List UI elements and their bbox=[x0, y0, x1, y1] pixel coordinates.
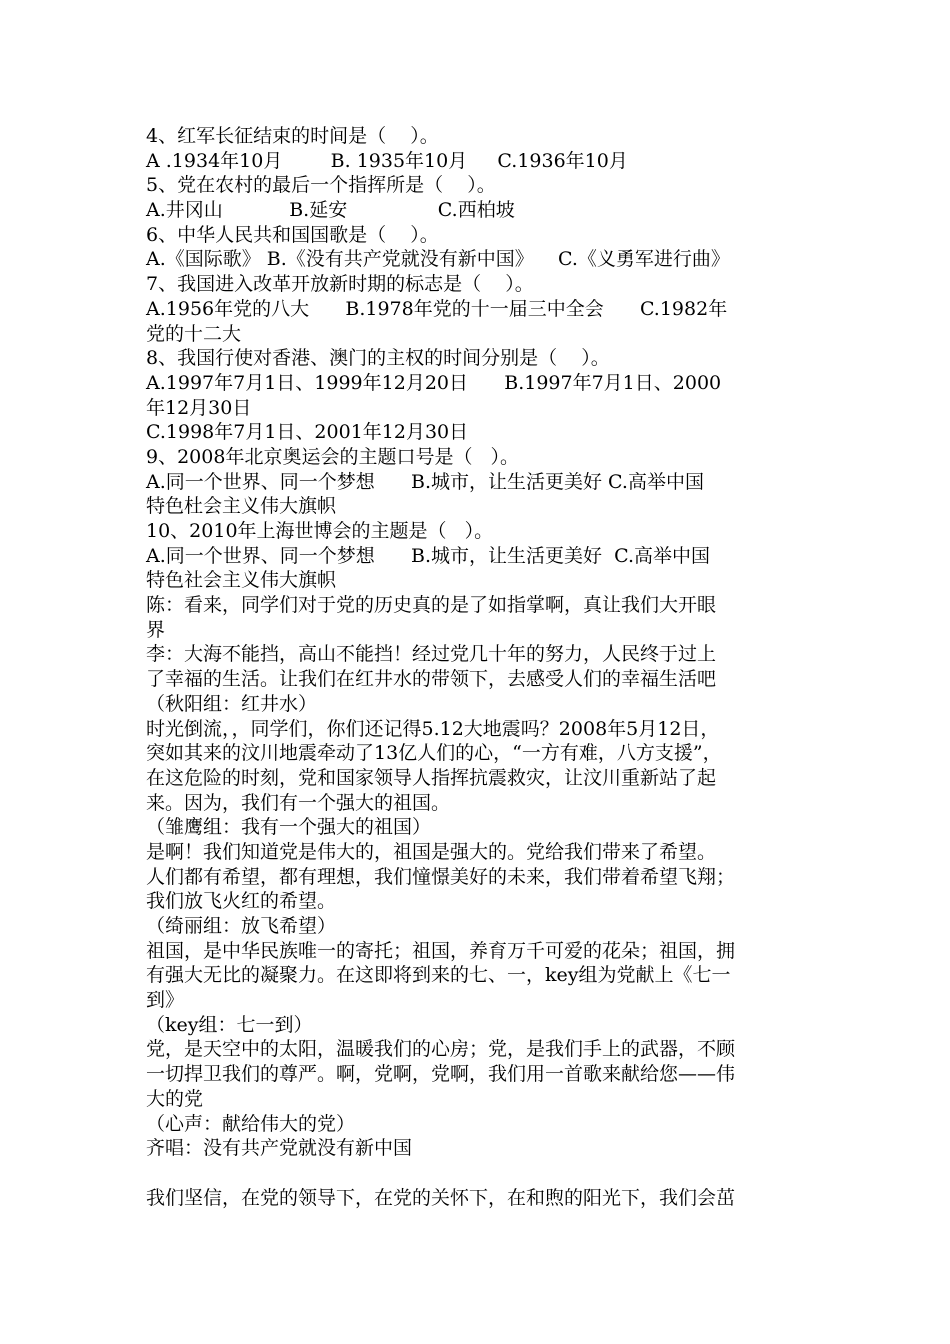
text-line: （绮丽组：放飞希望） bbox=[146, 915, 337, 937]
document-body bbox=[146, 124, 826, 1210]
text-line: 10、2010年上海世博会的主题是（ ）。 bbox=[146, 520, 494, 542]
text-line: C.1998年7月1日、2001年12月30日 bbox=[146, 421, 469, 444]
text-line: 7、我国进入改革开放新时期的标志是（ ）。 bbox=[146, 273, 534, 296]
text-line: 4、红军长征结束的时间是（ ）。 bbox=[146, 125, 439, 147]
text-line: 齐唱：没有共产党就没有新中国 bbox=[146, 1137, 413, 1160]
text-line: （秋阳组：红井水） bbox=[146, 692, 318, 715]
text-line: A.同一个世界、同一个梦想 B.城市，让生活更美好 C.高举中国 bbox=[146, 470, 704, 493]
text-line: 9、2008年北京奥运会的主题口号是（ ）。 bbox=[146, 445, 520, 468]
text-line: 6、中华人民共和国国歌是（ ）。 bbox=[146, 223, 439, 246]
text-line: （心声：献给伟大的党） bbox=[146, 1112, 356, 1135]
text-line: A.1956年党的八大 B.1978年党的十一届三中全会 C.1982年 bbox=[146, 297, 728, 320]
text-line: 在这危险的时刻，党和国家领导人指挥抗震救灾，让汶川重新站了起 bbox=[146, 766, 717, 789]
text-line: A.《国际歌》 B.《没有共产党就没有新中国》 C.《义勇军进行曲》 bbox=[146, 248, 730, 271]
text-line: A.井冈山 B.延安 C.西柏坡 bbox=[146, 199, 515, 222]
text-line: 一切捍卫我们的尊严。啊，党啊，党啊，我们用一首歌来献给您——伟 bbox=[146, 1063, 736, 1086]
blank-line bbox=[146, 1161, 826, 1186]
text-line: 党的十二大 bbox=[146, 322, 242, 345]
text-line: 我们坚信，在党的领导下，在党的关怀下，在和煦的阳光下，我们会茁 bbox=[146, 1186, 736, 1209]
text-line: A .1934年10月 B. 1935年10月 C.1936年10月 bbox=[146, 149, 628, 172]
text-line: 界 bbox=[146, 618, 166, 641]
text-line: 我们放飞火红的希望。 bbox=[146, 890, 337, 913]
text-line: A.同一个世界、同一个梦想 B.城市，让生活更美好 C.高举中国 bbox=[146, 544, 710, 567]
text-line: 是啊！我们知道党是伟大的，祖国是强大的。党给我们带来了希望。 bbox=[146, 840, 717, 863]
text-line: 突如其来的汶川地震牵动了13亿人们的心，“一方有难，八方支援”， bbox=[146, 742, 722, 765]
text-line: A.1997年7月1日、1999年12月20日 B.1997年7月1日、2000 bbox=[146, 371, 722, 394]
text-line: 到》 bbox=[146, 989, 185, 1012]
text-line: 党，是天空中的太阳，温暖我们的心房；党，是我们手上的武器，不顾 bbox=[146, 1038, 736, 1061]
text-line: 来。因为，我们有一个强大的祖国。 bbox=[146, 791, 451, 814]
text-line: 特色杜会主义伟大旗帜 bbox=[146, 495, 337, 518]
text-line: 大的党 bbox=[146, 1087, 204, 1110]
text-line: 时光倒流，，同学们，你们还记得5.12大地震吗？2008年5月12日， bbox=[146, 717, 720, 740]
text-line: （雏鹰组：我有一个强大的祖国） bbox=[146, 816, 432, 839]
text-line: （key组：七一到） bbox=[146, 1013, 313, 1036]
text-line: 了幸福的生活。让我们在红井水的带领下，去感受人们的幸福生活吧 bbox=[146, 668, 717, 691]
text-line: 8、我国行使对香港、澳门的主权的时间分别是（ ）。 bbox=[146, 347, 610, 370]
text-line: 祖国，是中华民族唯一的寄托；祖国，养育万千可爱的花朵；祖国，拥 bbox=[146, 939, 736, 962]
text-line: 年12月30日 bbox=[146, 396, 252, 419]
text-line: 人们都有希望，都有理想，我们憧憬美好的未来，我们带着希望飞翔； bbox=[146, 865, 736, 888]
text-line: 特色社会主义伟大旗帜 bbox=[146, 569, 337, 592]
text-line: 李：大海不能挡，高山不能挡！经过党几十年的努力，人民终于过上 bbox=[146, 643, 717, 666]
text-line: 陈：看来，同学们对于党的历史真的是了如指掌啊，真让我们大开眼 bbox=[146, 594, 717, 617]
text-line: 有强大无比的凝聚力。在这即将到来的七、一，key组为党献上《七一 bbox=[146, 964, 731, 987]
text-line: 5、党在农村的最后一个指挥所是（ ）。 bbox=[146, 174, 496, 197]
